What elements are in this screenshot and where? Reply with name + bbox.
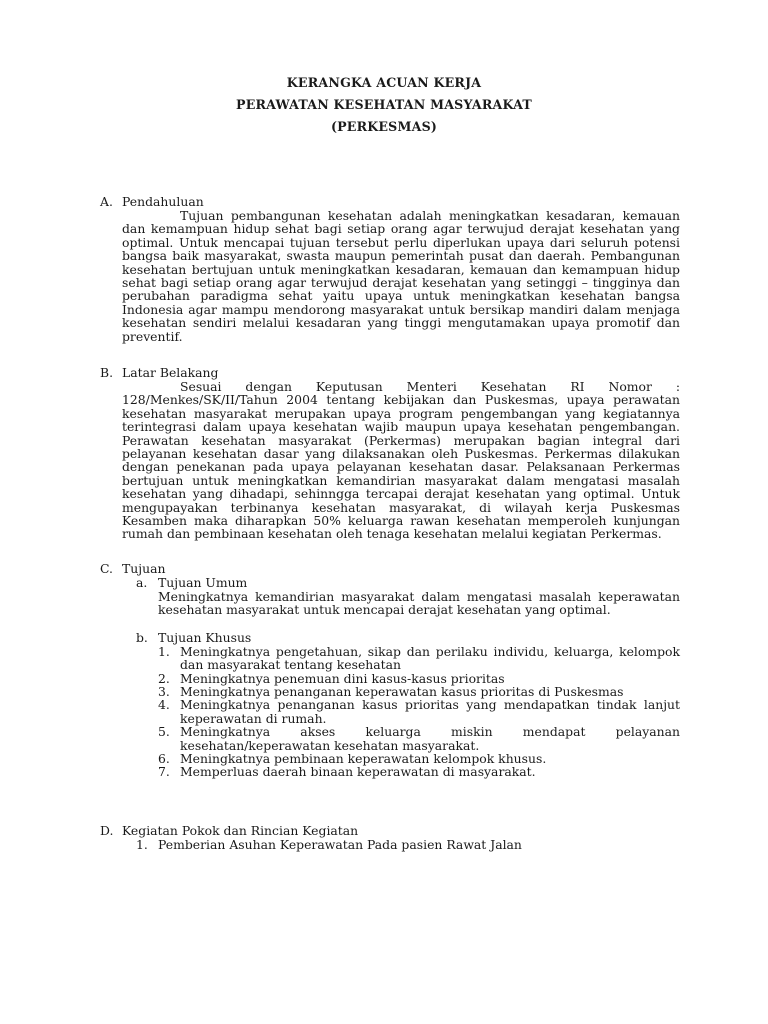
- section-heading: [100, 562, 680, 576]
- list-text: Meningkatnya penanganan kasus prioritas yang mendapatkan tindak lanjut keperawatan di rumah.: [180, 697, 680, 726]
- kegiatan-list: [136, 838, 680, 851]
- list-item: [158, 752, 680, 765]
- list-number: 3.: [158, 684, 170, 700]
- title-line-3: (PERKESMAS): [330, 119, 438, 134]
- subsection-heading: [136, 576, 680, 590]
- list-text: Meningkatnya pengetahuan, sikap dan perilaku individu, keluarga, kelompok dan masyarakat tentang kesehatan: [180, 643, 680, 673]
- list-item: [158, 765, 680, 778]
- section-letter: C.: [100, 561, 113, 576]
- tujuan-khusus-list: [158, 645, 680, 779]
- list-item: [158, 725, 680, 752]
- section-heading: [100, 824, 680, 838]
- section-title: Pendahuluan: [122, 194, 204, 209]
- subsection-paragraph: Meningkatnya kemandirian masyarakat dalam mengatasi masalah keperawatan kesehatan masyarakat untuk mencapai derajat kesehatan yang optimal.: [158, 589, 680, 618]
- list-text: Meningkatnya penemuan dini kasus-kasus prioritas: [180, 670, 505, 686]
- list-text: Memperluas daerah binaan keperawatan di masyarakat.: [180, 764, 536, 780]
- section-title: Latar Belakang: [122, 365, 219, 380]
- list-text: Meningkatnya penanganan keperawatan kasus prioritas di Puskesmas: [180, 684, 624, 700]
- section-latar-belakang: [100, 366, 680, 541]
- section-heading: [100, 366, 680, 380]
- title-line-2: PERAWATAN KESEHATAN MASYARAKAT: [236, 97, 532, 112]
- section-kegiatan: [100, 824, 680, 851]
- section-letter: D.: [100, 823, 114, 838]
- list-item: [158, 672, 680, 685]
- list-number: 7.: [158, 764, 170, 780]
- section-letter: B.: [100, 365, 114, 380]
- section-pendahuluan: [100, 195, 680, 343]
- section-tujuan: [100, 562, 680, 779]
- list-number: 2.: [158, 670, 170, 686]
- subsection-letter: b.: [136, 629, 148, 645]
- section-letter: A.: [100, 194, 113, 209]
- list-item: [158, 645, 680, 672]
- subsection-title: Tujuan Khusus: [158, 629, 252, 645]
- list-number: 4.: [158, 697, 170, 713]
- subsection-letter: a.: [136, 575, 148, 590]
- subsection-tujuan-umum: [136, 576, 680, 617]
- section-title: Kegiatan Pokok dan Rincian Kegiatan: [122, 823, 359, 838]
- list-text: Meningkatnya pembinaan keperawatan kelompok khusus.: [180, 751, 547, 767]
- section-heading: [100, 195, 680, 209]
- section-title: Tujuan: [122, 561, 166, 576]
- subsection-title: Tujuan Umum: [158, 575, 248, 590]
- section-paragraph: Sesuai dengan Keputusan Menteri Kesehatan RI Nomor : 128/Menkes/SK/II/Tahun 2004 tentang kebijakan dan Puskesmas, upaya perawatan kesehatan masyarakat merupakan upaya program pengembangan yang kegiatannya terintegrasi dalam upaya kesehatan wajib maupun upaya kesehatan pengembangan. Perawatan kesehatan masyarakat (Perkermas) merupakan bagian integral dari pelayanan kesehatan dasar yang dilaksanakan oleh Puskesmas. Perkermas dilakukan dengan penekanan pada upaya pelayanan kesehatan dasar. Pelaksanaan Perkermas bertujuan untuk meningkatkan kemandirian masyarakat dalam mengatasi masalah kesehatan yang dihadapi, sehinngga tercapai derajat kesehatan yang optimal. Untuk mengupayakan terbinanya kesehatan masyarakat, di wilayah kerja Puskesmas Kesamben maka diharapkan 50% keluarga rawan kesehatan memperoleh kunjungan rumah dan pembinaan kesehatan oleh tenaga kesehatan melalui kegiatan Perkermas.: [122, 379, 680, 542]
- subsection-heading: [136, 631, 680, 645]
- list-number: 1.: [136, 837, 148, 852]
- section-paragraph: Tujuan pembangunan kesehatan adalah meningkatkan kesadaran, kemauan dan kemampuan hidup sehat bagi setiap orang agar terwujud derajat kesehatan yang optimal. Untuk mencapai tujuan tersebut perlu diperlukan upaya dari seluruh potensi bangsa baik masyarakat, swasta maupun pemerintah pusat dan daerah. Pembangunan kesehatan bertujuan untuk meningkatkan kesadaran, kemauan dan kemampuan hidup sehat bagi setiap orang agar terwujud derajat kesehatan yang setinggi – tingginya dan perubahan paradigma sehat yaitu upaya untuk meningkatkan kesehatan bangsa Indonesia agar mampu mendorong masyarakat untuk bersikap mandiri dalam menjaga kesehatan sendiri melalui kesadaran yang tinggi mengutamakan upaya promotif dan preventif.: [122, 208, 680, 344]
- title-line-1: KERANGKA ACUAN KERJA: [286, 75, 482, 90]
- list-text: Pemberian Asuhan Keperawatan Pada pasien Rawat Jalan: [158, 837, 522, 852]
- subsection-tujuan-khusus: [136, 631, 680, 779]
- list-item: [158, 698, 680, 725]
- list-number: 6.: [158, 751, 170, 767]
- list-number: 5.: [158, 724, 170, 740]
- document-title: [0, 72, 768, 138]
- list-number: 1.: [158, 643, 170, 659]
- list-item: [158, 685, 680, 698]
- list-item: [136, 838, 680, 851]
- list-text: Meningkatnya akses keluarga miskin mendapat pelayanan kesehatan/keperawatan kesehatan masyarakat.: [180, 724, 680, 753]
